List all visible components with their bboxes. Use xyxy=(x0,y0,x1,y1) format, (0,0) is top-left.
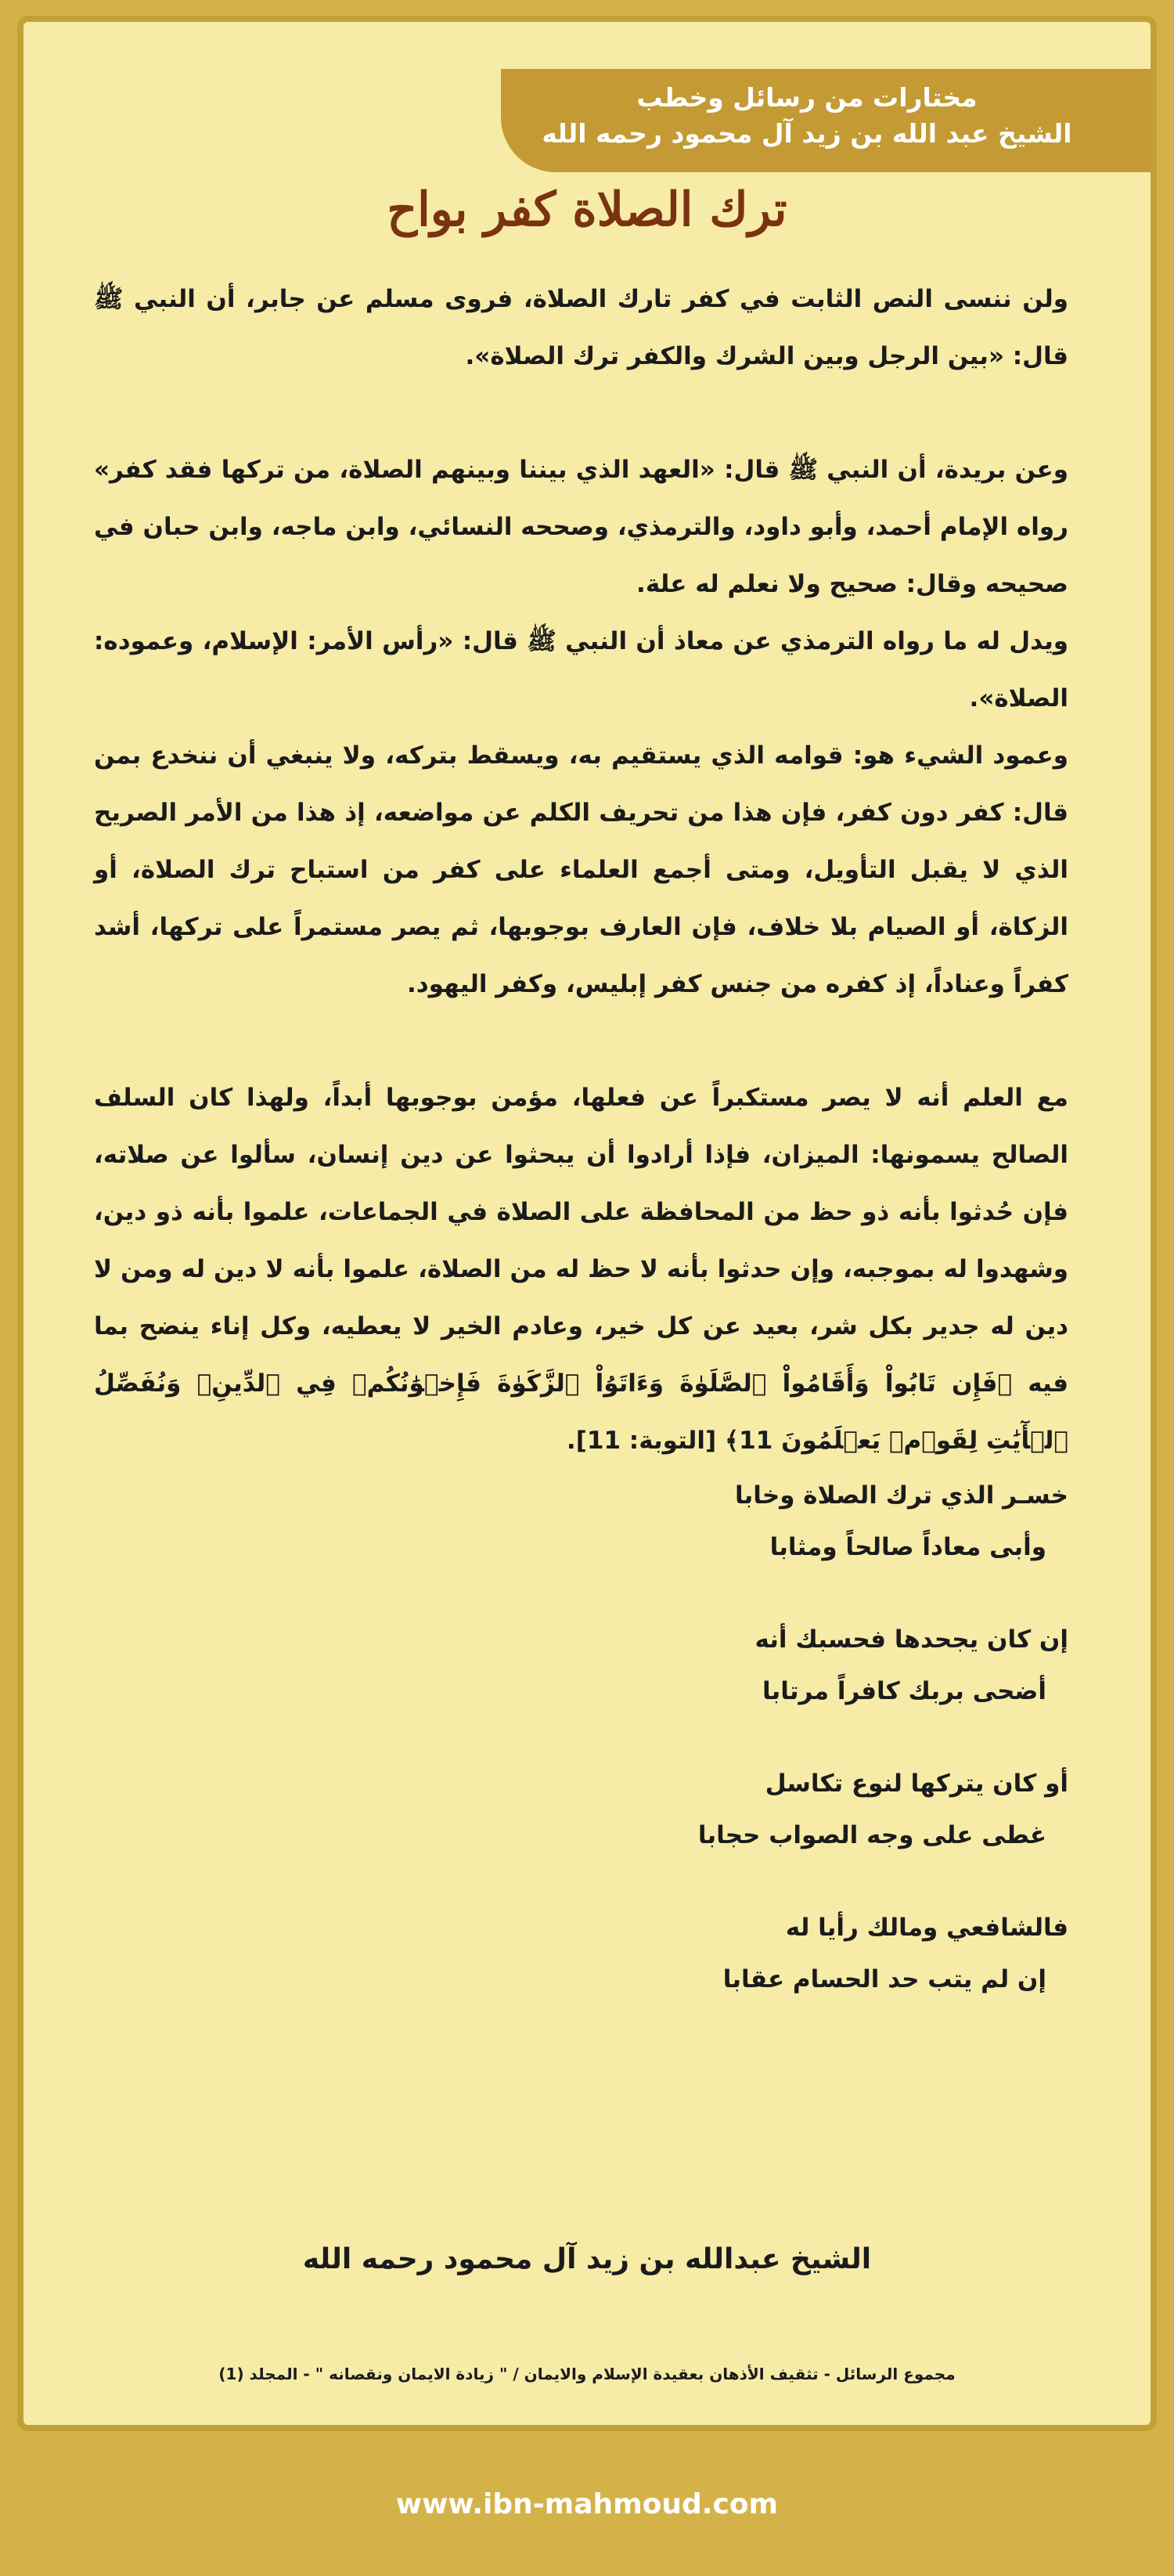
poem-stanza xyxy=(94,1614,1068,1717)
poem xyxy=(94,1470,1068,2005)
website-link[interactable]: www.ibn-mahmoud.com xyxy=(395,2488,779,2520)
author-signature: الشيخ عبدالله بن زيد آل محمود رحمه الله xyxy=(302,2243,872,2275)
source-citation: مجموع الرسائل - تثقيف الأذهان بعقيدة الإسلام والايمان / " زيادة الايمان ونقصانه " - المجلد (1) xyxy=(218,2365,956,2383)
spacer xyxy=(94,1013,1068,1070)
verse-line: إن لم يتب حد الحسام عقابا xyxy=(722,1965,1046,1993)
document-frame xyxy=(17,16,1157,2431)
footer xyxy=(0,2431,1174,2576)
poem-stanza xyxy=(94,1470,1068,1573)
paragraph: وعمود الشيء هو: قوامه الذي يستقيم به، ويسقط بتركه، ولا ينبغي أن ننخدع بمن قال: كفر دون كفر، فإن هذا من تحريف الكلم عن مواضعه، إذ هذا من الأمر الصريح الذي لا يقبل التأويل، ومتى أجمع العلماء على كفر من استباح ترك الصلاة، أو الزكاة، أو الصيام بلا خلاف، فإن العارف بوجوبها، ثم يصر مستمراً على تركها، أشد كفراً وعناداً، إذ كفره من جنس كفر إبليس، وكفر اليهود. xyxy=(94,741,1068,998)
verse-line: أو كان يتركها لنوع تكاسل xyxy=(765,1770,1068,1798)
header-line-1: مختارات من رسائل وخطب xyxy=(636,82,978,113)
verse-line: فالشافعي ومالك رأيا له xyxy=(785,1914,1068,1942)
header-band xyxy=(501,69,1151,172)
page-title: ترك الصلاة كفر بواح xyxy=(387,182,787,237)
verse-line: خسـر الذي ترك الصلاة وخابا xyxy=(734,1481,1068,1510)
verse-line: إن كان يجحدها فحسبك أنه xyxy=(754,1625,1068,1654)
verse-line: وأبى معاداً صالحاً ومثابا xyxy=(769,1533,1046,1561)
paragraph: مع العلم أنه لا يصر مستكبراً عن فعلها، مؤمن بوجوبها أبداً، ولهذا كان السلف الصالح يسمونها: الميزان، فإذا أرادوا أن يبحثوا عن دين إنسان، سألوا عن صلاته، فإن حُدثوا بأنه ذو حظ من المحافظة على الصلاة في الجماعات، علموا بأنه ذو دين، وشهدوا له بموجبه، وإن حدثوا بأنه لا حظ له من الصلاة، علموا بأنه لا دين له ومن لا دين له جدير بكل شر، بعيد عن كل خير، وعادم الخير لا يعطيه، وكل إناء ينضح بما فيه ﴿فَإِن تَابُواْ وَأَقَامُواْ ٱلصَّلَوٰةَ وَءَاتَوُاْ ٱلزَّكَوٰةَ فَإِخۡوَٰنُكُمۡ فِي ٱلدِّينِۗ وَنُفَصِّلُ ٱلۡأٓيَٰتِ لِقَوۡمٖ يَعۡلَمُونَ 11﴾ [التوبة: 11]. xyxy=(94,1084,1068,1455)
paragraph: ويدل له ما رواه الترمذي عن معاذ أن النبي ﷺ قال: «رأس الأمر: الإسلام، وعموده: الصلاة». xyxy=(94,627,1068,713)
verse-line: أضحى بربك كافراً مرتابا xyxy=(762,1677,1046,1705)
paragraph: ولن ننسى النص الثابت في كفر تارك الصلاة، فروى مسلم عن جابر، أن النبي ﷺ قال: «بين الرجل وبين الشرك والكفر ترك الصلاة». xyxy=(94,285,1068,370)
article-body xyxy=(94,271,1068,2005)
poem-stanza xyxy=(94,1902,1068,2005)
spacer xyxy=(94,385,1068,442)
paragraph: وعن بريدة، أن النبي ﷺ قال: «العهد الذي بيننا وبينهم الصلاة، من تركها فقد كفر» رواه الإمام أحمد، وأبو داود، والترمذي، وصححه النسائي، وابن ماجه، وابن حبان في صحيحه وقال: صحيح ولا نعلم له علة. xyxy=(94,456,1068,598)
verse-line: غطى على وجه الصواب حجابا xyxy=(697,1821,1046,1849)
poem-stanza xyxy=(94,1758,1068,1861)
header-line-2: الشيخ عبد الله بن زيد آل محمود رحمه الله xyxy=(542,118,1072,149)
